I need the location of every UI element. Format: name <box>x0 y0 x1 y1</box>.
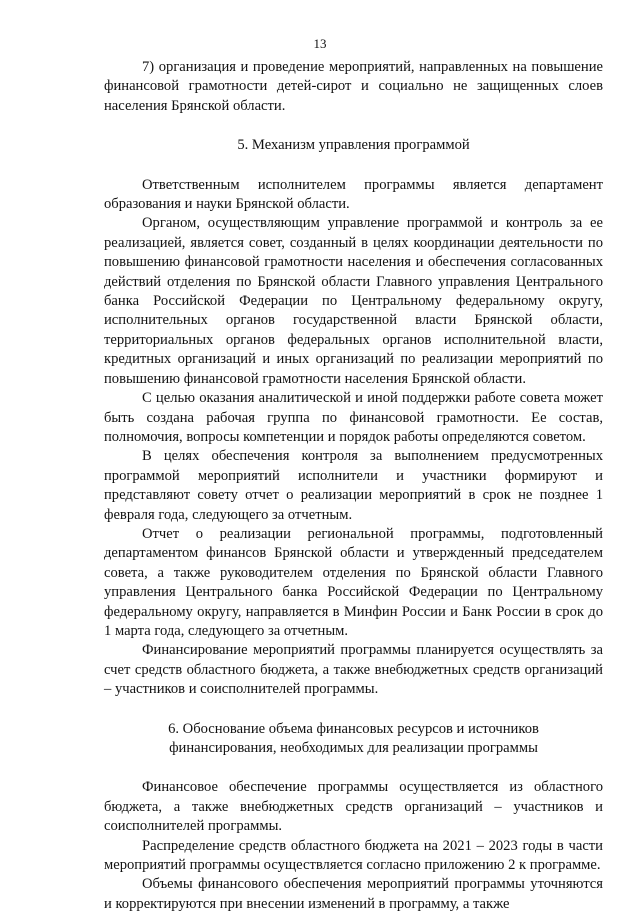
section-5-paragraph-3: С целью оказания аналитической и иной поддержки работе совета может быть создана рабочая группа по финансовой грамотности. Ее состав, полномочия, вопросы компетенции и порядок работы определяются советом. <box>104 390 603 445</box>
section-6-paragraph-1: Финансовое обеспечение программы осуществляется из областного бюджета, а также внебюджетных средств организаций – участников и соисполнителей программы. <box>104 779 603 835</box>
section-6-heading: 6. Обоснование объема финансовых ресурсов и источников финансирования, необходимых для реализации программы <box>168 720 539 756</box>
section-5-paragraph-5: Отчет о реализации региональной программы, подготовленный департаментом финансов Брянской области и утвержденный председателем совета, а также руководителем отделения по Брянской области Главного управления Центрального банка Российской Федерации по Центральному федеральному округу, направляется в Минфин России и Банк России в срок до 1 марта года, следующего за отчетным. <box>104 525 603 639</box>
section-6-paragraph-2: Распределение средств областного бюджета на 2021 – 2023 годы в части мероприятий программы осуществляется согласно приложению 2 к программе. <box>104 837 603 874</box>
list-item-7: 7) организация и проведение мероприятий, направленных на повышение финансовой грамотности детей-сирот и социально не защищенных слоев населения Брянской области. <box>104 59 603 114</box>
section-6-paragraph-3: Объемы финансового обеспечения мероприятий программы уточняются и корректируются при внесении изменений в программу, а также <box>104 876 603 912</box>
section-5-paragraph-2: Органом, осуществляющим управление программой и контроль за ее реализацией, является совет, созданный в целях координации деятельности по повышению финансовой грамотности населения и обеспечения согласованных действий отделения по Брянской области Главного управления Центрального банка Российской Федерации по Центральному федеральному округу, исполнительных органов государственной власти Брянской области, территориальных органов федеральных органов исполнительной власти, кредитных организаций и иных организаций по реализации мероприятий по повышению финансовой грамотности населения Брянской области. <box>104 215 603 387</box>
section-5-paragraph-1: Ответственным исполнителем программы является департамент образования и науки Брянской области. <box>104 176 603 213</box>
section-5-heading: 5. Механизм управления программой <box>237 137 470 154</box>
section-5-paragraph-6: Финансирование мероприятий программы планируется осуществлять за счет средств областного бюджета, а также внебюджетных средств организаций – участников и соисполнителей программы. <box>104 642 603 698</box>
section-5-paragraph-4: В целях обеспечения контроля за выполнением предусмотренных программой мероприятий исполнители и участники формируют и представляют совету отчет о реализации мероприятий в срок не позднее 1 февраля года, следующего за отчетным. <box>104 448 603 523</box>
page-number: 13 <box>313 36 327 51</box>
page-content <box>104 58 603 914</box>
